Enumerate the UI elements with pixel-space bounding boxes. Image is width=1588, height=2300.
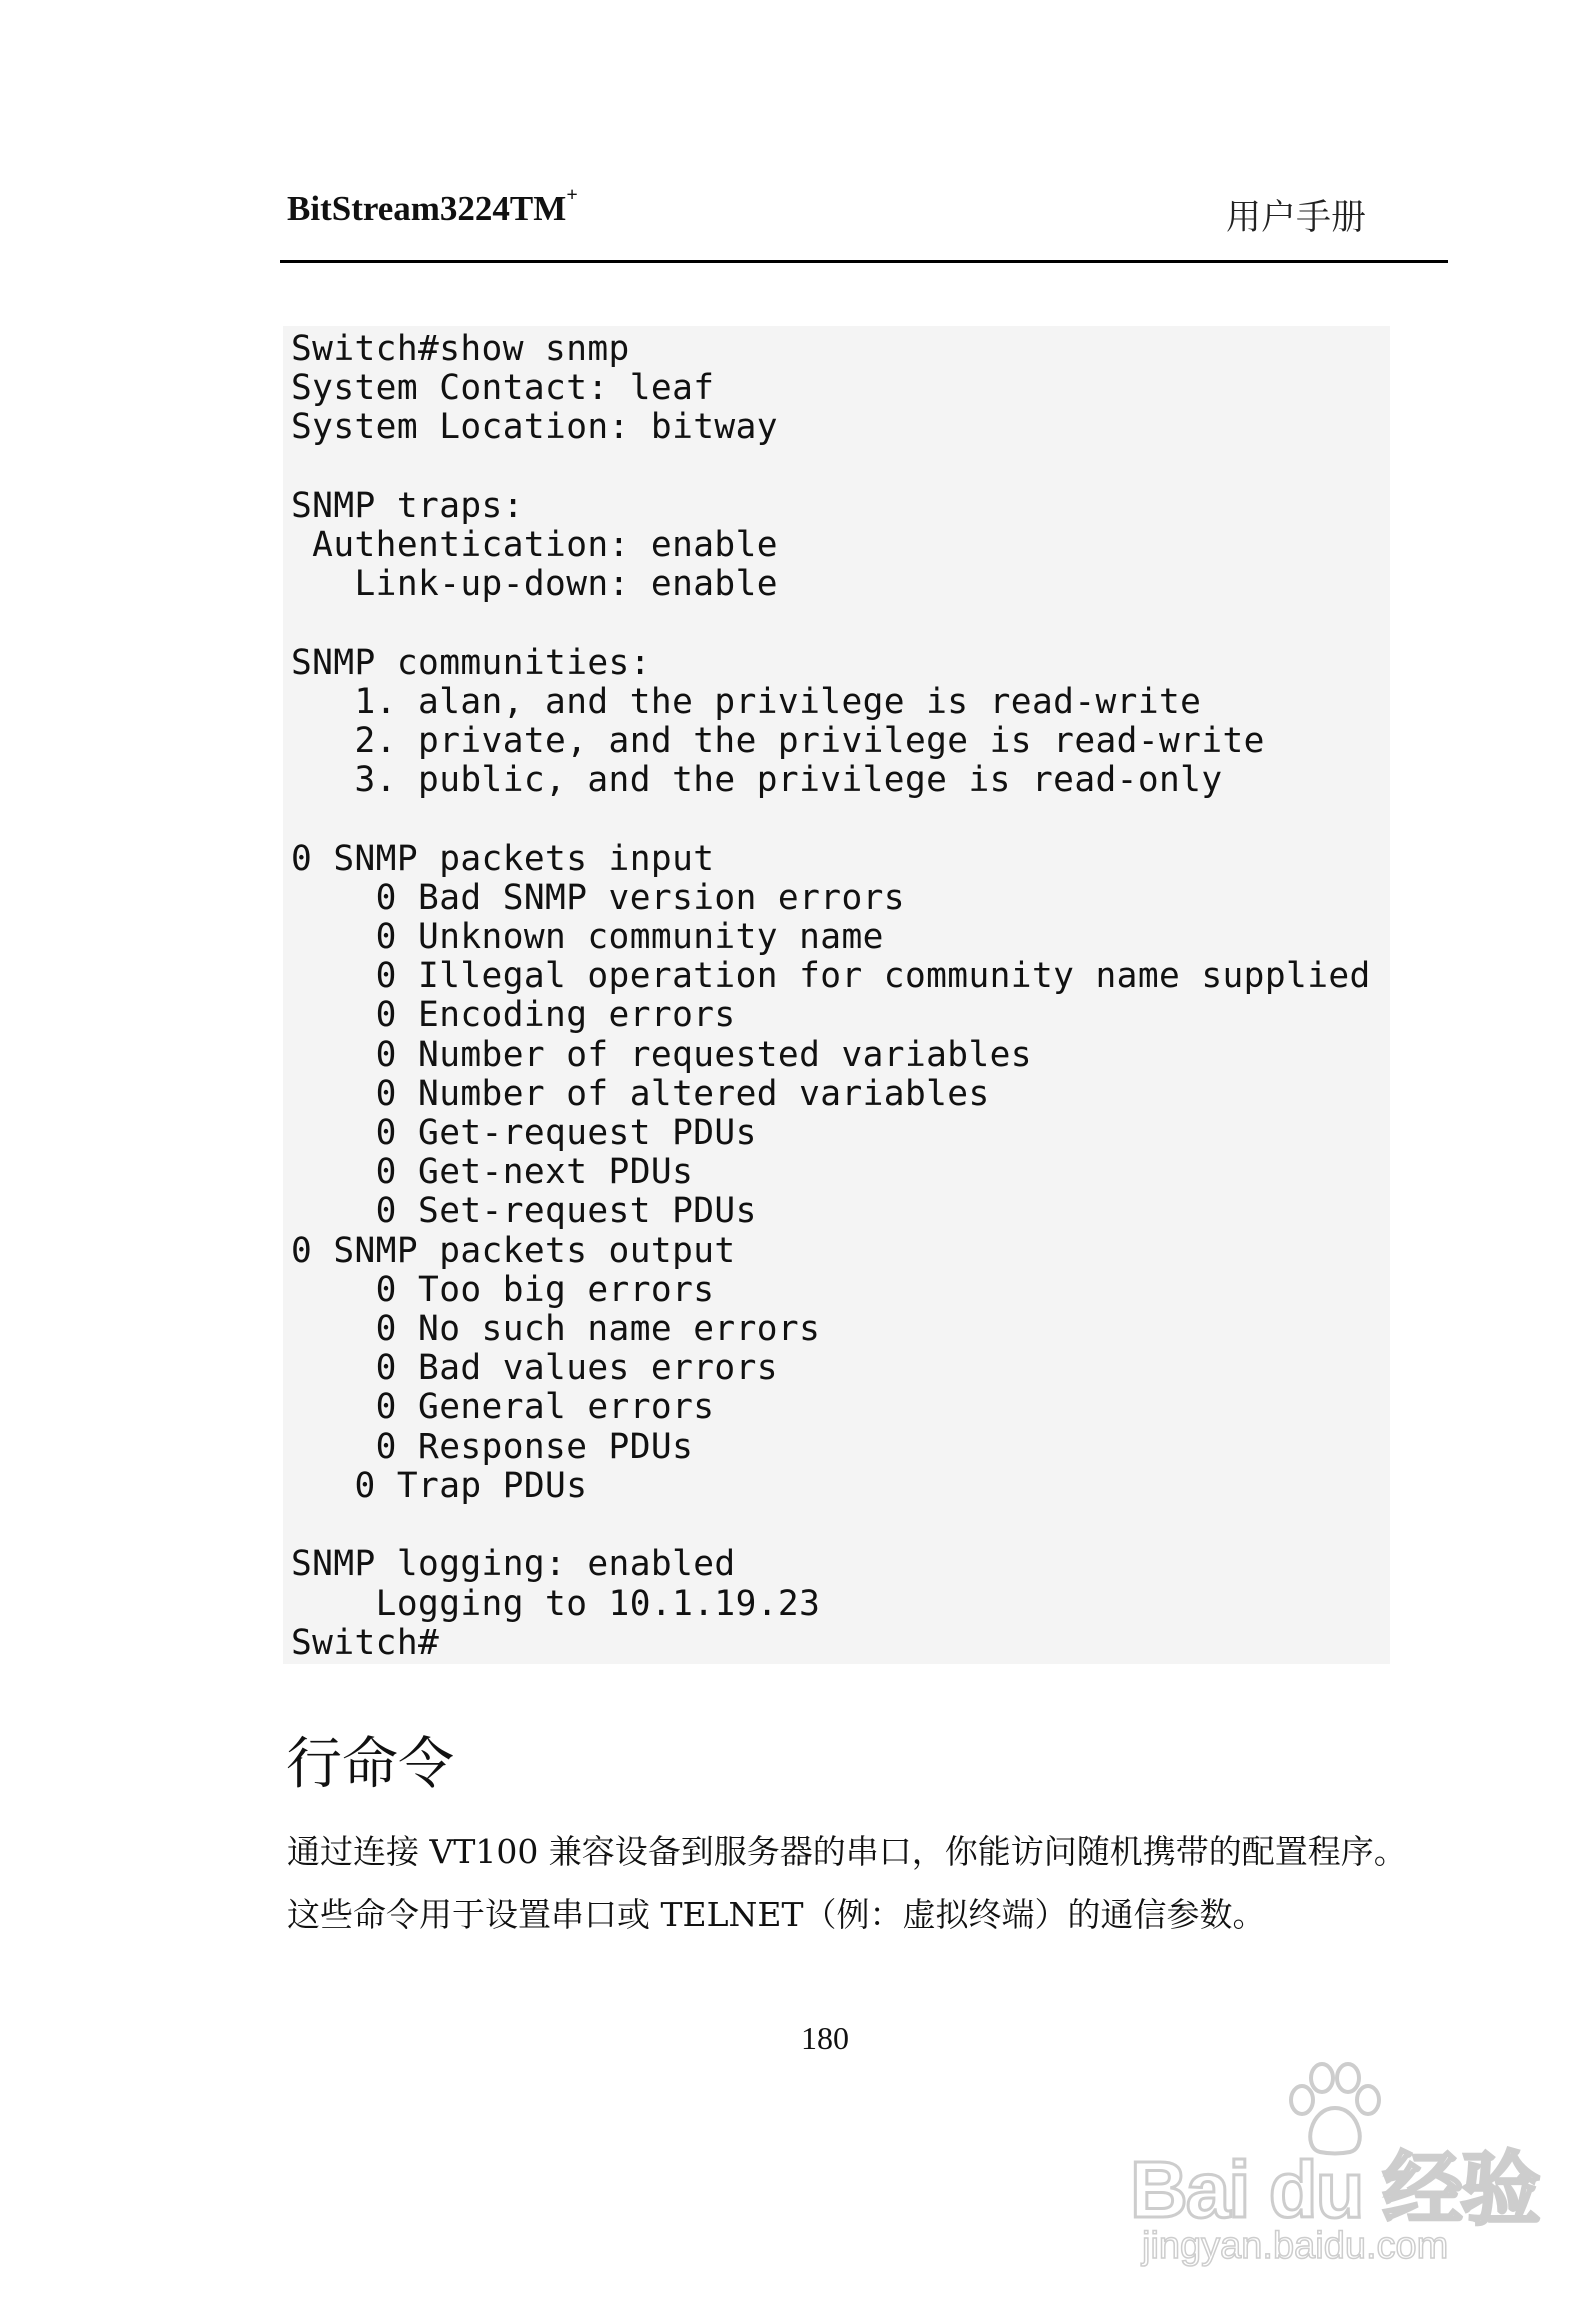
page-header: [0, 0, 1588, 270]
terminal-line: 0 Bad SNMP version errors: [291, 877, 905, 918]
terminal-line: System Location: bitway: [291, 407, 778, 448]
terminal-line: Authentication: enable: [291, 525, 778, 566]
terminal-line: 0 SNMP packets output: [291, 1230, 736, 1271]
terminal-line: System Contact: leaf: [291, 368, 715, 409]
terminal-line: 2. private, and the privilege is read-write: [291, 721, 1265, 762]
manual-label: 用户手册: [1226, 198, 1367, 238]
product-title-superscript: +: [566, 184, 578, 207]
terminal-line: 0 Get-next PDUs: [291, 1152, 694, 1193]
terminal-line: 0 Encoding errors: [291, 995, 736, 1036]
page-number: 180: [801, 2020, 849, 2056]
watermark-logo: [1130, 2060, 1539, 2280]
product-title: [287, 184, 578, 229]
terminal-line: 0 SNMP packets input: [291, 838, 715, 879]
terminal-line: 0 Too big errors: [291, 1269, 715, 1310]
section-paragraph: 通过连接 VT100 兼容设备到服务器的串口，你能访问随机携带的配置程序。这些命令用于设置串口或 TELNET（例：虚拟终端）的通信参数。: [287, 1832, 1407, 1934]
terminal-line: 0 Set-request PDUs: [291, 1191, 757, 1232]
terminal-line: 0 Response PDUs: [291, 1426, 694, 1467]
terminal-line: 3. public, and the privilege is read-only: [291, 760, 1223, 801]
watermark-url: jingyan.baidu.com: [1142, 2225, 1449, 2267]
terminal-line: Link-up-down: enable: [291, 564, 778, 605]
header-divider: [280, 260, 1448, 263]
terminal-output-block: [283, 326, 1390, 1664]
terminal-line: 0 Number of altered variables: [291, 1073, 990, 1114]
terminal-line: Switch#: [291, 1622, 440, 1663]
terminal-line: Logging to 10.1.19.23: [291, 1583, 821, 1624]
terminal-line: SNMP communities:: [291, 642, 651, 683]
terminal-line: Switch#show snmp: [291, 329, 630, 369]
terminal-line: 0 General errors: [291, 1387, 715, 1428]
terminal-line: SNMP traps:: [291, 485, 524, 526]
terminal-line: 0 Number of requested variables: [291, 1034, 1032, 1075]
terminal-line: 0 Bad values errors: [291, 1348, 778, 1389]
terminal-line: 1. alan, and the privilege is read-write: [291, 681, 1202, 722]
terminal-line: 0 Get-request PDUs: [291, 1113, 757, 1154]
terminal-line: SNMP logging: enabled: [291, 1544, 736, 1585]
terminal-line: 0 Unknown community name: [291, 917, 884, 958]
terminal-line: 0 Illegal operation for community name supplied: [291, 956, 1371, 997]
section-heading: 行命令: [286, 1732, 454, 1797]
terminal-line: 0 Trap PDUs: [291, 1465, 588, 1506]
terminal-line: 0 No such name errors: [291, 1309, 821, 1350]
product-title-text: BitStream3224TM: [287, 189, 567, 228]
terminal-output-text: [291, 330, 1371, 1663]
watermark-brand: Bai du 经验: [1130, 2145, 1539, 2234]
